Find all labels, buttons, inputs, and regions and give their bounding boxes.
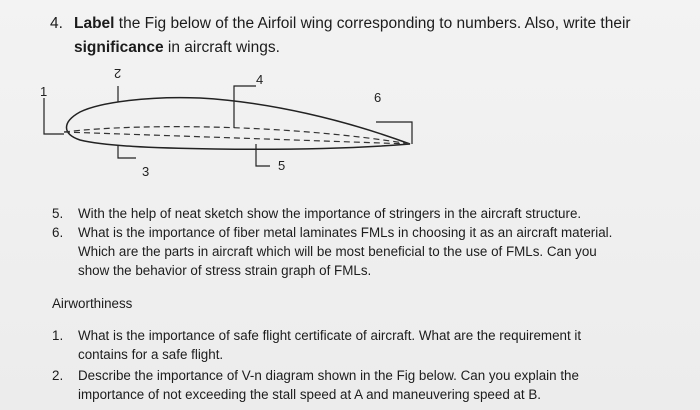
question-number: 4. [50, 15, 63, 32]
question-number: 2. [52, 368, 64, 383]
figure-label-3: 3 [142, 164, 150, 179]
question-text-line: With the help of neat sketch show the importance of stringers in the aircraft structure. [78, 206, 582, 221]
bold-label-word: Label [74, 15, 115, 32]
question-text-line: Which are the parts in aircraft which will be most beneficial to the use of FMLs. Can you [78, 244, 597, 259]
leader-line-6 [376, 122, 412, 144]
question-4-text-a: the Fig below of the Airfoil wing corresponding to numbers. Also, write their [114, 15, 631, 32]
airfoil-diagram [0, 60, 700, 190]
figure-label-4: 4 [256, 72, 264, 87]
leader-line-1 [44, 98, 64, 134]
question-4-text-b: in aircraft wings. [163, 39, 280, 56]
leader-line-5 [256, 144, 270, 166]
bold-significance-word: significance [74, 39, 164, 56]
airfoil-outline [67, 98, 411, 150]
mean-camber-line [64, 127, 410, 144]
leader-line-4 [234, 86, 256, 128]
question-number: 5. [52, 206, 64, 221]
chord-line [64, 132, 410, 144]
figure-label-2: 2 [114, 66, 122, 81]
figure-label-5: 5 [278, 158, 286, 173]
question-text-line: What is the importance of fiber metal laminates FMLs in choosing it as an aircraft material. [78, 225, 613, 240]
figure-label-1: 1 [40, 84, 48, 99]
question-4-line-2 [74, 36, 280, 60]
question-text-line: What is the importance of safe flight certificate of aircraft. What are the requirement it [78, 328, 582, 343]
airfoil-figure [0, 60, 700, 190]
question-text-line: Describe the importance of V-n diagram shown in the Fig below. Can you explain the [78, 368, 579, 383]
question-number: 1. [52, 328, 64, 343]
question-text-line: show the behavior of stress strain graph of FMLs. [78, 263, 372, 278]
question-4-line-1 [74, 12, 631, 36]
section-heading-airworthiness: Airworthiness [52, 296, 133, 311]
figure-label-6: 6 [374, 90, 382, 105]
leader-line-3 [118, 146, 136, 158]
question-text-line: importance of not exceeding the stall speed at A and maneuvering speed at B. [78, 387, 542, 402]
question-number: 6. [52, 225, 64, 240]
question-text-line: contains for a safe flight. [78, 347, 224, 362]
